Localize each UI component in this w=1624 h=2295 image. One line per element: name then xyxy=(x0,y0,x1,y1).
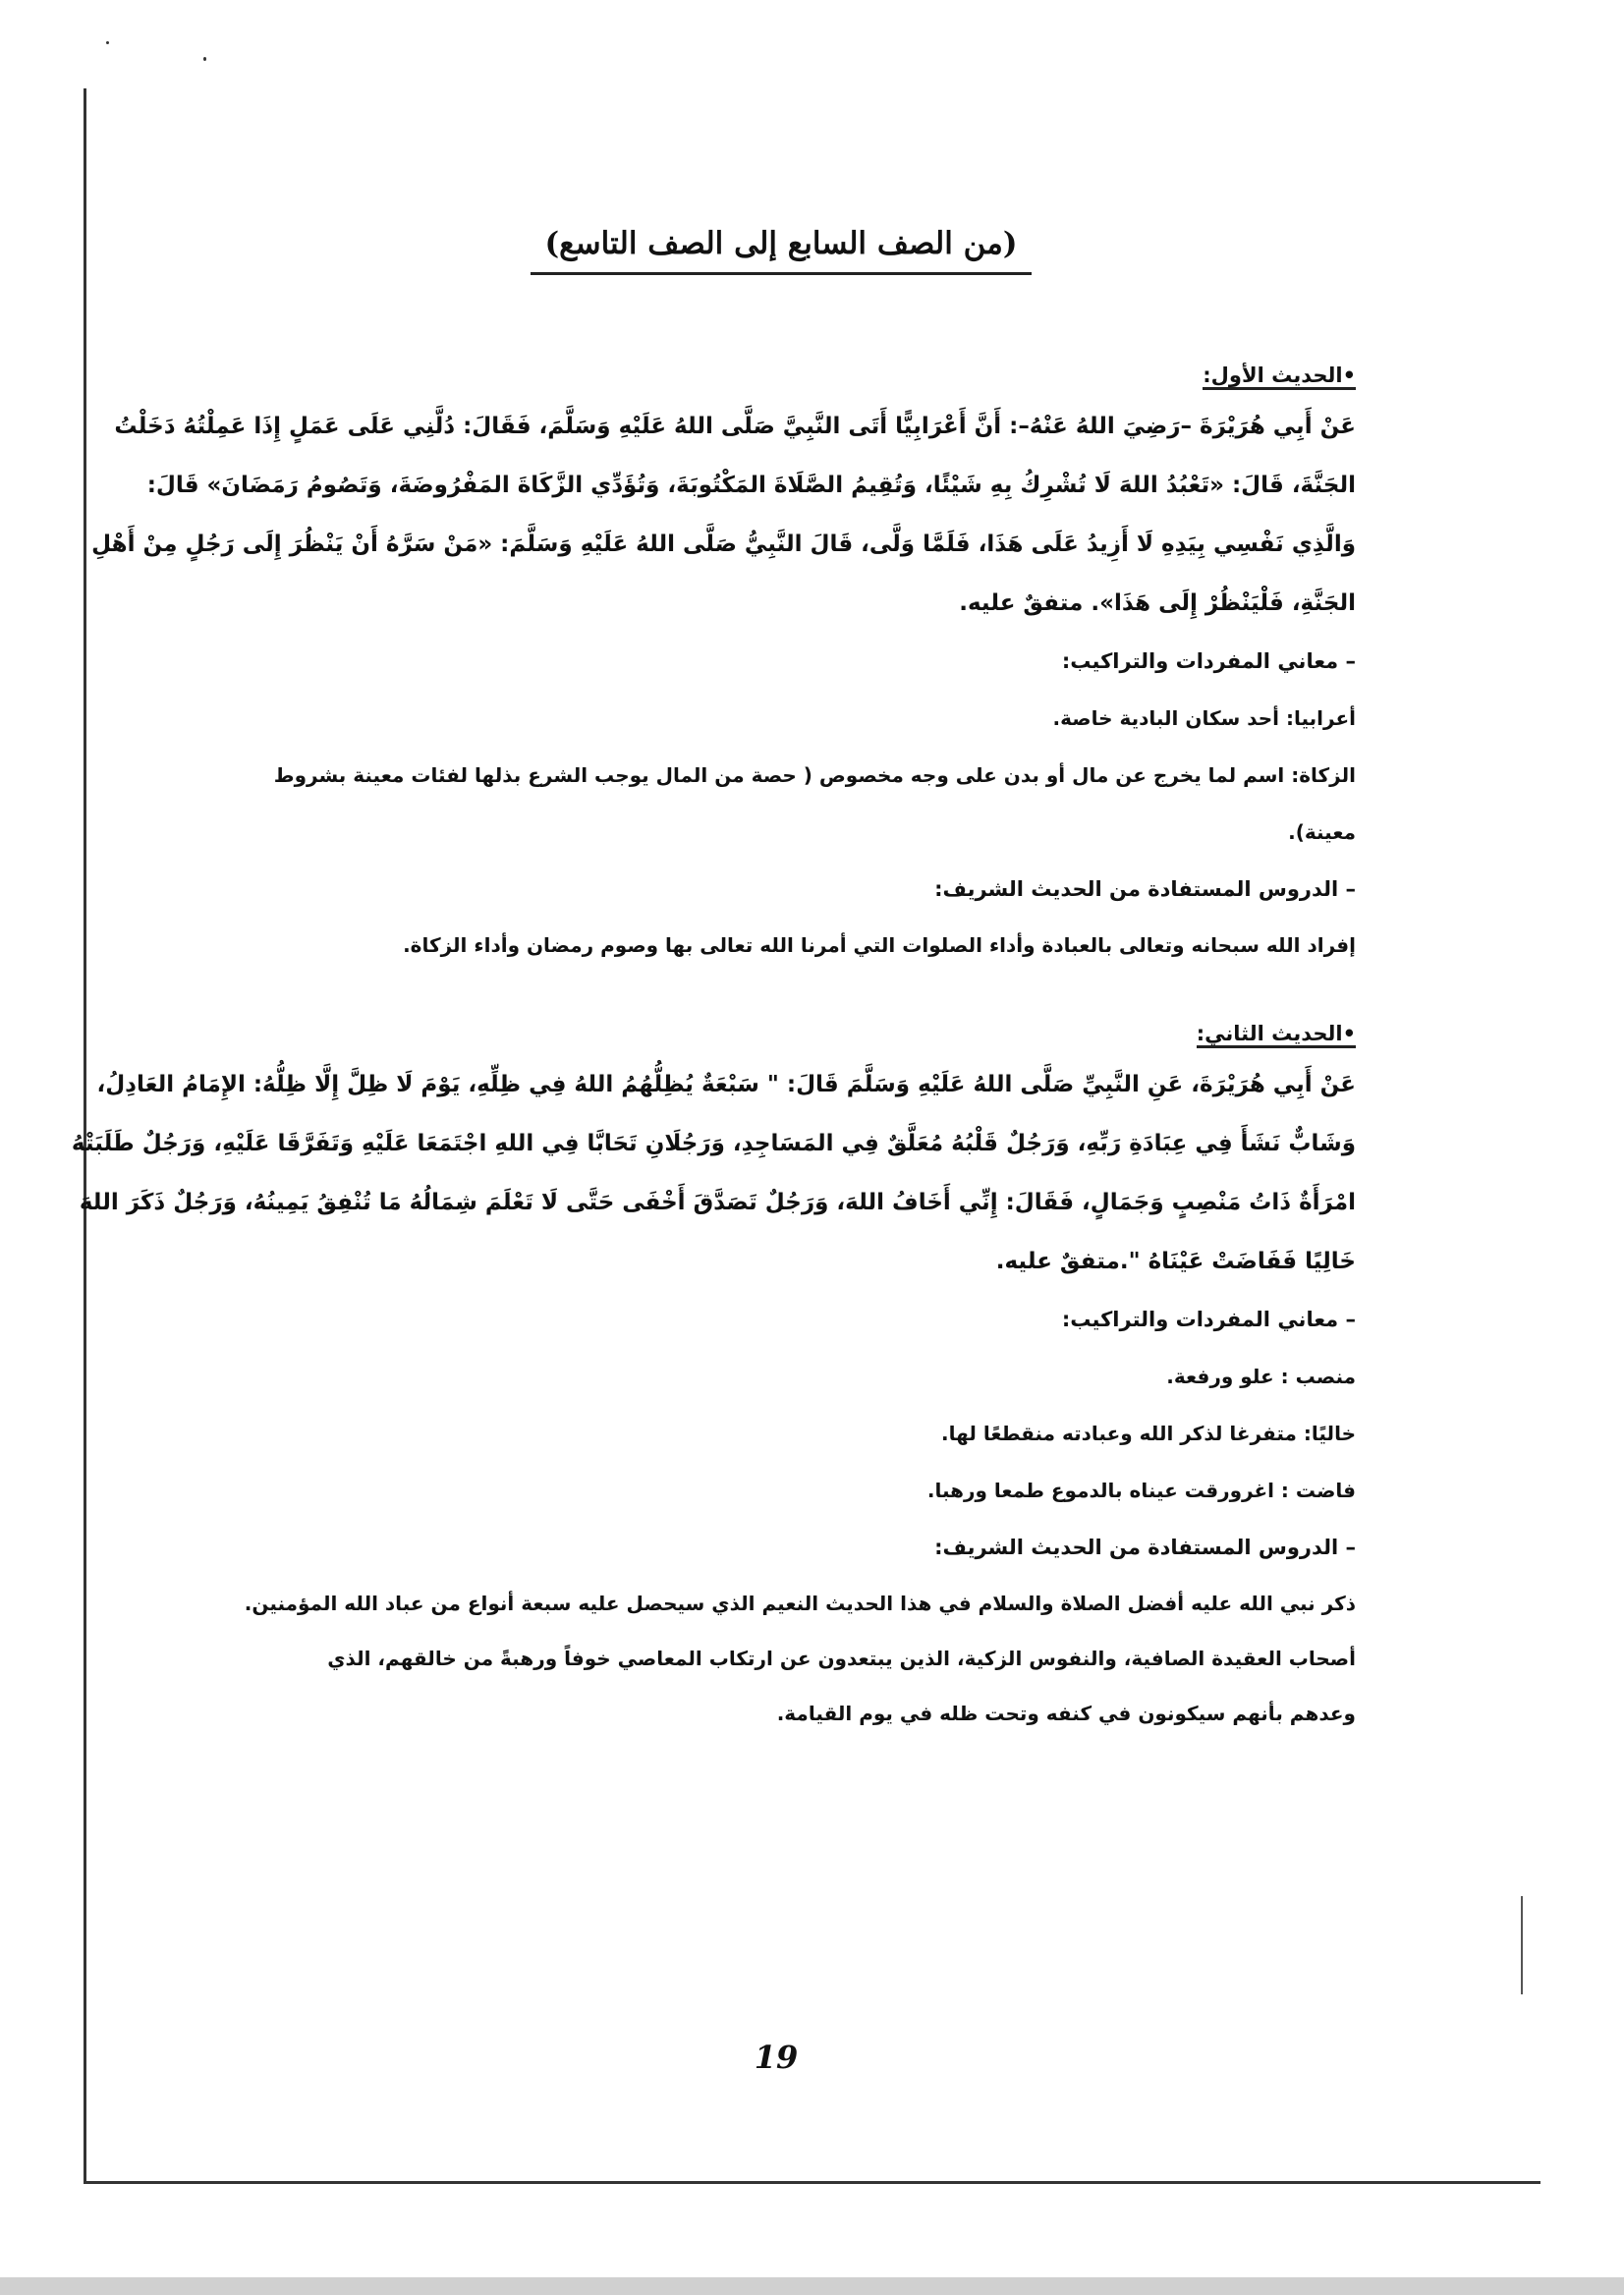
hadith1-vocab-item: معينة). xyxy=(1288,820,1356,844)
scan-bottom-edge xyxy=(0,2277,1624,2295)
hadith1-vocab-item: أعرابيا: أحد سكان البادية خاصة. xyxy=(1052,706,1356,730)
hadith2-vocab-heading: – معاني المفردات والتراكيب: xyxy=(1061,1308,1356,1331)
hadith1-text-line: الجَنَّةَ، قَالَ: «تَعْبُدُ اللهَ لَا تُشْرِكُ بِهِ شَيْئًا، وَتُقِيمُ الصَّلَاةَ المَكْتُوبَةَ، وَتُؤَدِّي الزَّكَاةَ المَفْرُوضَةَ، وَتَصُومُ رَمَضَانَ» قَالَ: xyxy=(146,473,1356,498)
hadith2-heading: •الحديث الثاني: xyxy=(226,1012,1356,1055)
hadith2-vocab-item: خاليًا: متفرغا لذكر الله وعبادته منقطعًا لها. xyxy=(941,1422,1356,1445)
hadith2-text-line: خَالِيًا فَفَاضَتْ عَيْنَاهُ ".متفقٌ عليه. xyxy=(995,1249,1356,1274)
hadith2-vocab-item: فاضت : اغرورقت عيناه بالدموع طمعا ورهبا. xyxy=(926,1479,1356,1502)
hadith2-lesson-line: أصحاب العقيدة الصافية، والنفوس الزكية، الذين يبتعدون عن ارتكاب المعاصي خوفاً ورهبةً من خالقهم، الذي xyxy=(327,1647,1356,1670)
scan-speck xyxy=(106,41,109,44)
hadith2-text-line: وَشَابٌّ نَشَأَ فِي عِبَادَةِ رَبِّهِ، وَرَجُلٌ قَلْبُهُ مُعَلَّقٌ فِي المَسَاجِدِ، وَرَجُلَانِ تَحَابَّا فِي اللهِ اجْتَمَعَا عَلَيْهِ وَتَفَرَّقَا عَلَيْهِ، وَرَجُلٌ طَلَبَتْهُ xyxy=(71,1131,1356,1156)
hadith2-vocab-item: منصب : علو ورفعة. xyxy=(1166,1365,1356,1388)
hadith1-vocab-heading: – معاني المفردات والتراكيب: xyxy=(1061,649,1356,673)
title-underline xyxy=(531,272,1032,275)
hadith1-text-line: عَنْ أَبِي هُرَيْرَةَ –رَضِيَ اللهُ عَنْهُ–: أَنَّ أَعْرَابِيًّا أَتَى النَّبِيَّ صَلَّى اللهُ عَلَيْهِ وَسَلَّمَ، فَقَالَ: دُلَّنِي عَلَى عَمَلٍ إِذَا عَمِلْتُهُ دَخَلْتُ xyxy=(114,414,1356,439)
page-content xyxy=(71,354,1356,1741)
hadith1-lesson-line: إفراد الله سبحانه وتعالى بالعبادة وأداء الصلوات التي أمرنا الله تعالى بها وصوم رمضان وأداء الزكاة. xyxy=(403,933,1356,957)
scan-speck xyxy=(203,57,206,61)
hadith1-lessons-heading: – الدروس المستفادة من الحديث الشريف: xyxy=(934,877,1356,901)
hadith1-text-line: وَالَّذِي نَفْسِي بِيَدِهِ لَا أَزِيدُ عَلَى هَذَا، فَلَمَّا وَلَّى، قَالَ النَّبِيُّ صَلَّى اللهُ عَلَيْهِ وَسَلَّمَ: «مَنْ سَرَّهُ أَنْ يَنْظُرَ إِلَى رَجُلٍ مِنْ أَهْلِ xyxy=(91,532,1356,557)
hadith2-lesson-line: وعدهم بأنهم سيكونون في كنفه وتحت ظله في يوم القيامة. xyxy=(776,1702,1356,1725)
frame-mark xyxy=(1521,1896,1523,1994)
hadith1-heading: •الحديث الأول: xyxy=(226,354,1356,397)
hadith1-text-line: الجَنَّةِ، فَلْيَنْظُرْ إِلَى هَذَا». متفقٌ عليه. xyxy=(959,590,1356,616)
grade-title: (من الصف السابع إلى الصف التاسع) xyxy=(544,226,1018,261)
hadith2-text-line: امْرَأَةٌ ذَاتُ مَنْصِبٍ وَجَمَالٍ، فَقَالَ: إِنِّي أَخَافُ اللهَ، وَرَجُلٌ تَصَدَّقَ أَخْفَى حَتَّى لَا تَعْلَمَ شِمَالُهُ مَا تُنْفِقُ يَمِينُهُ، وَرَجُلٌ ذَكَرَ اللهَ xyxy=(79,1190,1356,1215)
hadith2-lesson-line: ذكر نبي الله عليه أفضل الصلاة والسلام في هذا الحديث النعيم الذي سيحصل عليه سبعة أنواع من عباد الله المؤمنين. xyxy=(244,1592,1356,1615)
hadith2-text-line: عَنْ أَبِي هُرَيْرَةَ، عَنِ النَّبِيِّ صَلَّى اللهُ عَلَيْهِ وَسَلَّمَ قَالَ: " سَبْعَةٌ يُظِلُّهُمُ اللهُ فِي ظِلِّهِ، يَوْمَ لَا ظِلَّ إِلَّا ظِلُّهُ: الإِمَامُ العَادِلُ، xyxy=(96,1072,1356,1097)
page-number: 19 xyxy=(754,2039,799,2076)
hadith1-vocab-item: الزكاة: اسم لما يخرج عن مال أو بدن على وجه مخصوص ( حصة من المال يوجب الشرع بذلها لفئات معينة بشروط xyxy=(273,763,1356,787)
hadith2-lessons-heading: – الدروس المستفادة من الحديث الشريف: xyxy=(934,1536,1356,1559)
